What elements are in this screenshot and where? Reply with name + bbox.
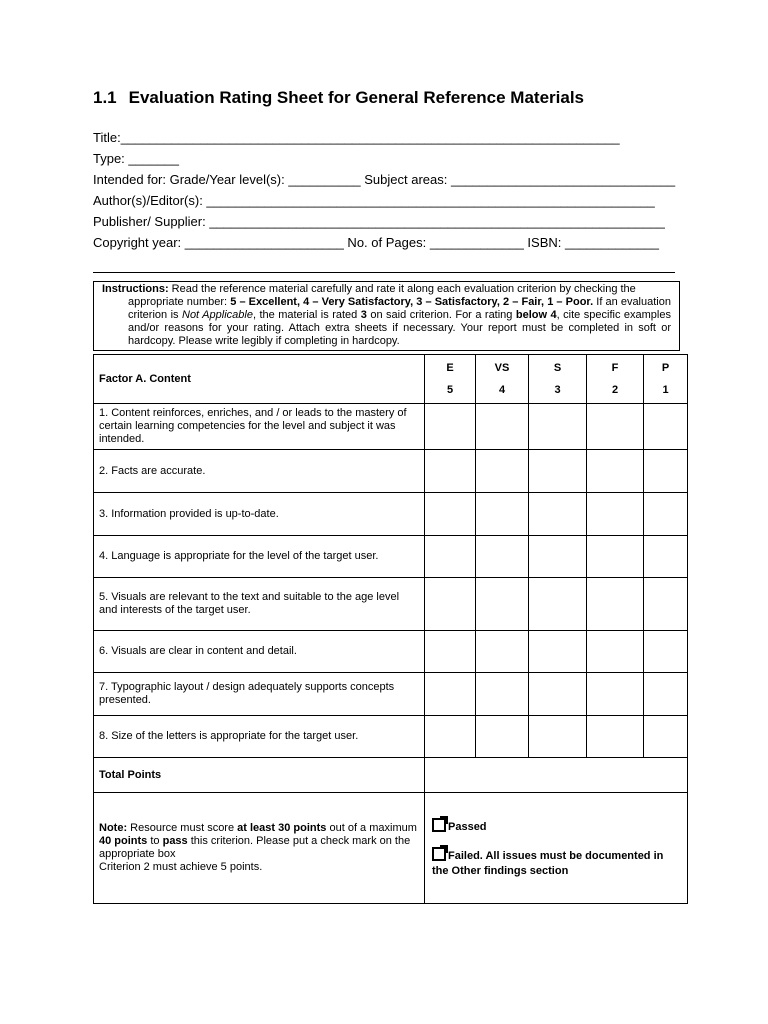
rating-cell[interactable] xyxy=(529,631,587,673)
criterion-row xyxy=(94,578,688,631)
rating-cell[interactable] xyxy=(425,631,476,673)
rating-cell[interactable] xyxy=(425,493,476,536)
authors-field[interactable]: Author(s)/Editor(s): ______________________________________________________________ xyxy=(93,193,655,208)
rating-value: 4 xyxy=(498,383,506,396)
total-points-cell[interactable] xyxy=(425,758,688,793)
note-row xyxy=(94,793,688,904)
note-fragment: 40 points xyxy=(99,835,148,847)
instructions-text: , the material is rated xyxy=(252,309,361,321)
instructions-text: on said criterion. For a rating xyxy=(366,309,516,321)
rating-cell[interactable] xyxy=(529,536,587,578)
rating-col-p xyxy=(644,355,688,404)
note-fragment: at least 30 points xyxy=(237,822,327,834)
criterion-row xyxy=(94,450,688,493)
rating-value: 3 xyxy=(554,383,561,396)
rating-value: 5 xyxy=(446,383,454,396)
rating-code: S xyxy=(553,361,562,374)
rating-cell[interactable] xyxy=(425,536,476,578)
rating-cell[interactable] xyxy=(587,578,644,631)
type-field[interactable]: Type: _______ xyxy=(93,151,180,166)
factor-label: Factor A. Content xyxy=(94,355,425,404)
rating-cell[interactable] xyxy=(644,536,688,578)
rating-cell[interactable] xyxy=(476,450,529,493)
rating-cell[interactable] xyxy=(644,578,688,631)
rating-code: F xyxy=(611,361,619,374)
section-number: 1.1 xyxy=(93,88,117,107)
rating-cell[interactable] xyxy=(529,450,587,493)
instructions-text: If an evaluation criterion is xyxy=(128,296,671,321)
rating-col-s xyxy=(529,355,587,404)
publisher-field[interactable]: Publisher/ Supplier: _______________________________________________________________ xyxy=(93,214,665,229)
rating-cell[interactable] xyxy=(476,493,529,536)
criterion-row xyxy=(94,673,688,716)
rating-cell[interactable] xyxy=(587,493,644,536)
failed-checkbox-icon[interactable] xyxy=(432,847,446,861)
rating-code: P xyxy=(661,361,670,374)
rating-cell[interactable] xyxy=(529,404,587,450)
rating-cell[interactable] xyxy=(425,450,476,493)
rating-cell[interactable] xyxy=(476,536,529,578)
rating-cell[interactable] xyxy=(587,716,644,758)
rating-col-vs xyxy=(476,355,529,404)
section-title: Evaluation Rating Sheet for General Reference Materials xyxy=(128,88,585,107)
criterion-text: 6. Visuals are clear in content and detail. xyxy=(94,631,425,673)
title-field[interactable]: Title:_____________________________________________________________________ xyxy=(93,130,620,145)
rating-cell[interactable] xyxy=(644,450,688,493)
instructions-box xyxy=(93,281,680,351)
rating-table xyxy=(93,354,688,904)
criterion-text: 8. Size of the letters is appropriate for the target user. xyxy=(94,716,425,758)
note-fragment: out of a maximum xyxy=(326,822,417,834)
rating-cell[interactable] xyxy=(476,673,529,716)
failed-option[interactable] xyxy=(432,847,682,879)
rating-cell[interactable] xyxy=(529,673,587,716)
rating-cell[interactable] xyxy=(425,716,476,758)
instructions-text: , cite specific examples and/or reasons for your rating. Attach extra sheets if necessary. Your report must be completed in soft or hardcopy. Please write legibly if completing in hardcopy. xyxy=(128,309,671,347)
intended-for-field[interactable]: Intended for: Grade/Year level(s): __________ Subject areas: _______________________________ xyxy=(93,172,676,187)
criterion-row xyxy=(94,716,688,758)
rating-cell[interactable] xyxy=(529,716,587,758)
rating-cell[interactable] xyxy=(476,631,529,673)
criterion-text: 7. Typographic layout / design adequately supports concepts presented. xyxy=(94,673,425,716)
not-applicable-text: Not Applicable xyxy=(182,309,253,321)
metadata-fields xyxy=(93,127,678,253)
rating-cell[interactable] xyxy=(476,578,529,631)
rating-value: 2 xyxy=(611,383,619,396)
rating-value: 1 xyxy=(662,383,669,396)
criterion-row xyxy=(94,493,688,536)
note-cell xyxy=(94,793,425,904)
rating-cell[interactable] xyxy=(644,493,688,536)
rating-cell[interactable] xyxy=(476,404,529,450)
passed-label: Passed xyxy=(448,820,487,833)
passed-option[interactable] xyxy=(432,818,682,835)
copyright-field[interactable]: Copyright year: ______________________ No. of Pages: _____________ ISBN: _____________ xyxy=(93,235,659,250)
rating-col-e xyxy=(425,355,476,404)
rating-cell[interactable] xyxy=(425,578,476,631)
failed-label: Failed. All issues must be documented in the Other findings section xyxy=(432,849,664,877)
note-criterion: Criterion 2 must achieve 5 points. xyxy=(99,861,263,873)
rating-cell[interactable] xyxy=(587,536,644,578)
below-4-text: below 4 xyxy=(515,309,557,321)
rating-cell[interactable] xyxy=(644,673,688,716)
criterion-text: 1. Content reinforces, enriches, and / or leads to the mastery of certain learning competencies for the level and subject it was intended. xyxy=(94,404,425,450)
rating-col-f xyxy=(587,355,644,404)
note-fragment: to xyxy=(147,835,163,847)
criterion-text: 5. Visuals are relevant to the text and suitable to the age level and interests of the target user. xyxy=(94,578,425,631)
rating-cell[interactable] xyxy=(425,404,476,450)
note-fragment: Resource must score xyxy=(127,822,238,834)
page-title xyxy=(93,88,584,108)
rating-cell[interactable] xyxy=(644,631,688,673)
criterion-text: 3. Information provided is up-to-date. xyxy=(94,493,425,536)
criterion-text: 4. Language is appropriate for the level of the target user. xyxy=(94,536,425,578)
instructions-text: appropriate number: xyxy=(128,296,231,308)
passed-checkbox-icon[interactable] xyxy=(432,818,446,832)
note-fragment: this criterion. Please put a check mark on the appropriate box xyxy=(99,835,411,860)
rating-cell[interactable] xyxy=(529,578,587,631)
rated-value: 3 xyxy=(360,309,367,321)
rating-scale: 5 – Excellent, 4 – Very Satisfactory, 3 – Satisfactory, 2 – Fair, 1 – Poor. xyxy=(230,296,594,308)
instructions-body xyxy=(102,296,671,348)
criterion-row xyxy=(94,536,688,578)
note-label: Note: xyxy=(99,822,128,834)
total-row xyxy=(94,758,688,793)
rating-cell[interactable] xyxy=(587,673,644,716)
criterion-row xyxy=(94,404,688,450)
rating-cell[interactable] xyxy=(587,404,644,450)
rating-code: E xyxy=(446,361,454,374)
rating-cell[interactable] xyxy=(587,631,644,673)
instructions-label: Instructions: xyxy=(102,283,169,295)
criterion-row xyxy=(94,631,688,673)
result-cell xyxy=(425,793,688,904)
note-fragment: pass xyxy=(162,835,188,847)
total-points-label: Total Points xyxy=(94,758,425,793)
rating-cell[interactable] xyxy=(644,404,688,450)
table-header-row xyxy=(94,355,688,404)
criterion-text: 2. Facts are accurate. xyxy=(94,450,425,493)
rating-cell[interactable] xyxy=(587,450,644,493)
instructions-text: Read the reference material carefully and rate it along each evaluation criterion by checking the xyxy=(168,283,636,295)
rating-cell[interactable] xyxy=(476,716,529,758)
note-text xyxy=(99,822,419,861)
rating-cell[interactable] xyxy=(644,716,688,758)
rating-cell[interactable] xyxy=(425,673,476,716)
divider-line xyxy=(93,272,675,273)
rating-code: VS xyxy=(494,361,510,374)
rating-cell[interactable] xyxy=(529,493,587,536)
